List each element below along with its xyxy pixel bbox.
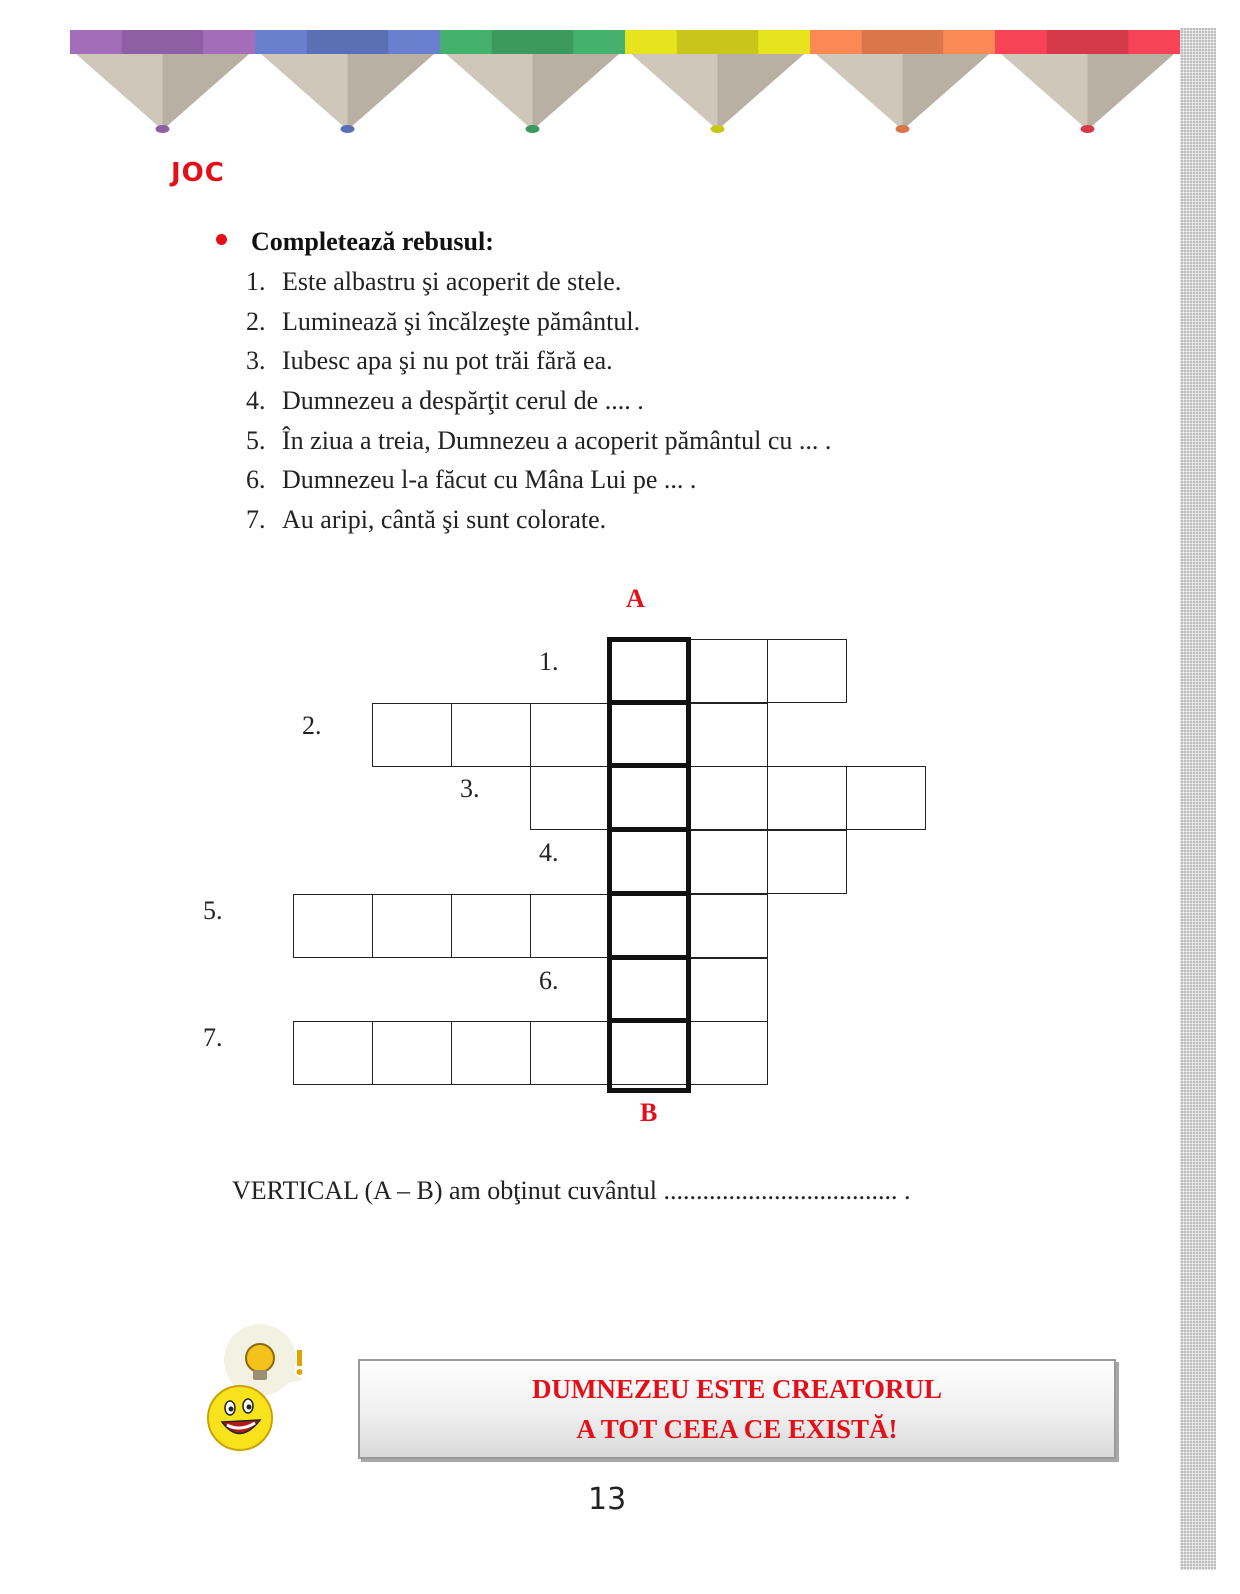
- clue-item: [246, 460, 831, 500]
- crossword-cell[interactable]: [767, 830, 847, 894]
- clue-number: 1.: [246, 266, 266, 296]
- crossword-cell[interactable]: [688, 766, 768, 830]
- crossword-cell[interactable]: [530, 894, 610, 958]
- pencil-tip: [70, 30, 255, 133]
- crossword-cell[interactable]: [451, 703, 531, 767]
- row-number: 6.: [539, 965, 559, 995]
- instruction-line: [216, 222, 831, 262]
- crossword-cell[interactable]: [530, 766, 610, 830]
- crossword-cell[interactable]: [688, 1021, 768, 1085]
- clue-number: 6.: [246, 465, 266, 495]
- crossword-cell[interactable]: [688, 894, 768, 958]
- row-number: 7.: [203, 1023, 223, 1053]
- message-banner: [358, 1359, 1116, 1459]
- clue-text: În ziua a treia, Dumnezeu a acoperit pământul cu ... .: [282, 425, 832, 455]
- clue-text: Dumnezeu l-a făcut cu Mâna Lui pe ... .: [282, 465, 697, 495]
- pencil-tip: [255, 30, 440, 133]
- vertical-label-top: A: [626, 584, 645, 613]
- crossword-cell[interactable]: [530, 1021, 610, 1085]
- row-number: 4.: [539, 838, 559, 868]
- pencil-tip: [810, 30, 995, 133]
- clue-item: [246, 341, 831, 381]
- pencil-tip: [995, 30, 1180, 133]
- crossword-cell[interactable]: [293, 1021, 373, 1085]
- banner-line-2: A TOT CEEA CE EXISTĂ!: [576, 1414, 898, 1444]
- clue-item: [246, 302, 831, 342]
- crossword-cell-vertical[interactable]: [609, 766, 689, 830]
- page-number: 13: [588, 1482, 627, 1517]
- clue-number: 7.: [246, 504, 266, 534]
- crossword-cell[interactable]: [372, 894, 452, 958]
- crossword-cell[interactable]: [293, 894, 373, 958]
- clue-text: Iubesc apa şi nu pot trăi fără ea.: [282, 346, 613, 376]
- vertical-label-bottom: B: [640, 1098, 658, 1127]
- clue-text: Luminează şi încălzeşte pământul.: [282, 306, 641, 336]
- crossword-cell[interactable]: [688, 703, 768, 767]
- row-number: 3.: [460, 774, 480, 804]
- lightbulb-smiley-icon: [200, 1322, 320, 1452]
- crossword-cell-vertical[interactable]: [609, 1021, 689, 1085]
- crossword-cell-vertical[interactable]: [609, 703, 689, 767]
- crossword-cell[interactable]: [451, 1021, 531, 1085]
- crossword-cell[interactable]: [767, 766, 847, 830]
- clue-item: [246, 262, 831, 302]
- pencil-tips-header: [70, 30, 1180, 142]
- crossword-cell-vertical[interactable]: [609, 958, 689, 1022]
- instructions: [216, 222, 831, 540]
- clue-list: [216, 262, 831, 540]
- crossword-cell[interactable]: [767, 639, 847, 703]
- row-number: 5.: [203, 895, 223, 925]
- bullet-icon: [216, 234, 227, 245]
- crossword-cell[interactable]: [451, 894, 531, 958]
- crossword-cell[interactable]: [688, 639, 768, 703]
- pencil-tip: [625, 30, 810, 133]
- clue-text: Este albastru şi acoperit de stele.: [282, 266, 622, 296]
- clue-item: [246, 421, 831, 461]
- clue-item: [246, 500, 831, 540]
- crossword-cell[interactable]: [688, 830, 768, 894]
- crossword-cell[interactable]: [846, 766, 926, 830]
- side-texture-strip: [1180, 28, 1216, 1570]
- crossword-cell-vertical[interactable]: [609, 894, 689, 958]
- crossword-cell-vertical[interactable]: [609, 830, 689, 894]
- section-title: JOC: [171, 158, 225, 188]
- crossword-cell-vertical[interactable]: [609, 639, 689, 703]
- clue-text: Dumnezeu a despărţit cerul de .... .: [282, 385, 644, 415]
- instruction-title: Completează rebusul:: [251, 227, 494, 256]
- row-number: 2.: [302, 710, 322, 740]
- clue-number: 4.: [246, 385, 266, 415]
- crossword-cell[interactable]: [372, 703, 452, 767]
- row-number: 1.: [539, 647, 559, 676]
- crossword-cell[interactable]: [530, 703, 610, 767]
- clue-number: 2.: [246, 306, 266, 336]
- crossword-cell[interactable]: [688, 958, 768, 1022]
- vertical-answer-line: VERTICAL (A – B) am obţinut cuvântul .................................... .: [232, 1176, 911, 1205]
- clue-text: Au aripi, cântă şi sunt colorate.: [282, 504, 607, 534]
- banner-line-1: DUMNEZEU ESTE CREATORUL: [531, 1374, 943, 1404]
- pencil-tip: [440, 30, 625, 133]
- clue-number: 5.: [246, 425, 266, 455]
- clue-number: 3.: [246, 346, 266, 376]
- clue-item: [246, 381, 831, 421]
- crossword-cell[interactable]: [372, 1021, 452, 1085]
